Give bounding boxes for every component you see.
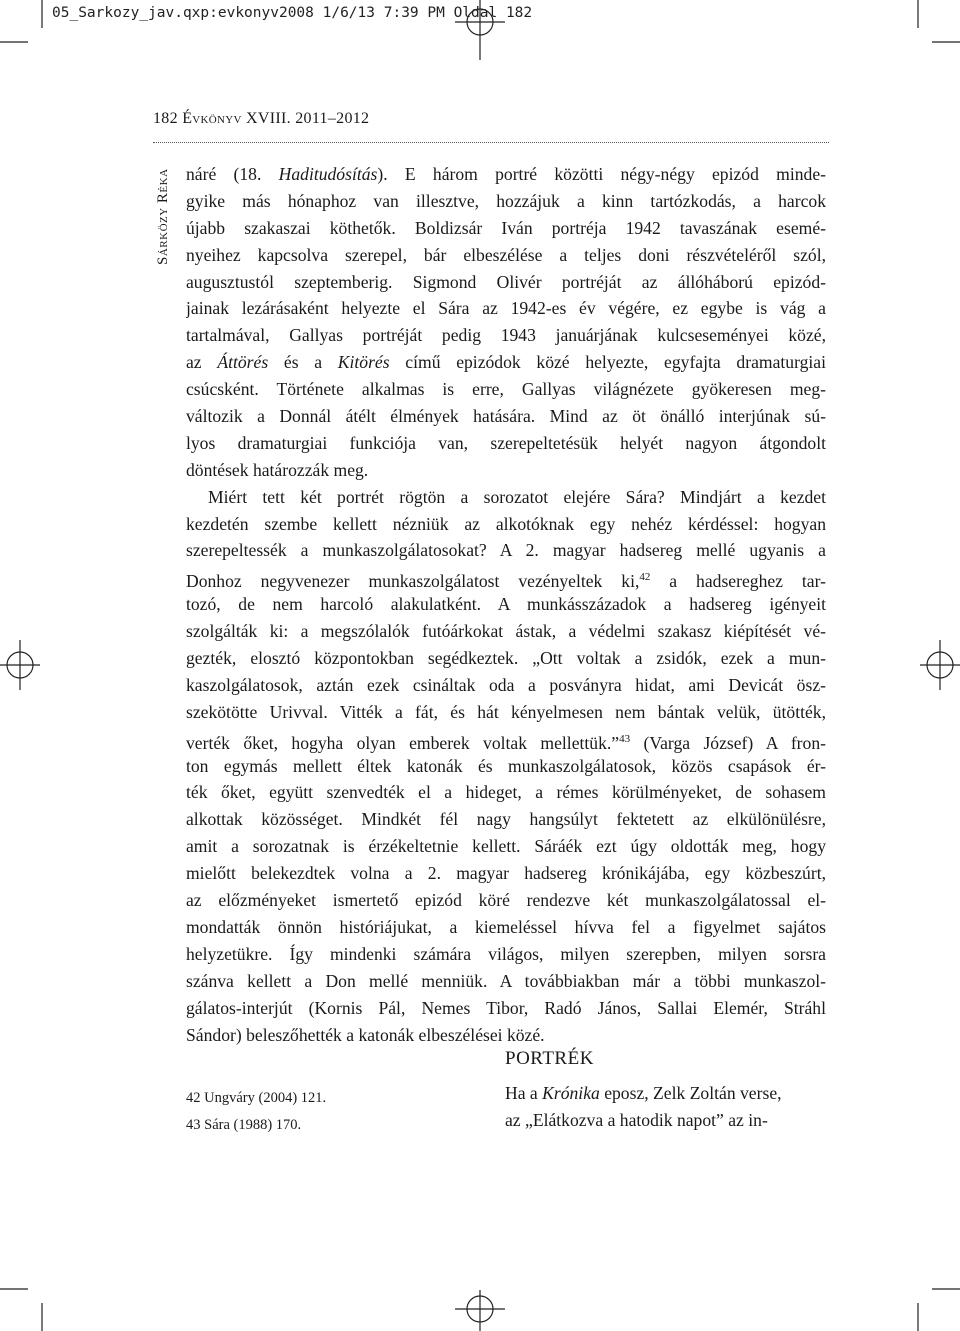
- body-line: csúcsként. Története alkalmas is erre, Gallyas világnézete gyökeresen meg-: [186, 379, 826, 400]
- section-line: Ha a Krónika eposz, Zelk Zoltán verse,: [505, 1083, 782, 1103]
- body-line: gyike más hónaphoz van illesztve, hozzájuk a kinn tartózkodás, a harcok: [186, 190, 826, 211]
- body-line: szolgálták ki: a megszólalók futóárkokat ástak, a védelmi szakasz kiépítését vé-: [186, 621, 826, 642]
- footnote-42: 42 Ungváry (2004) 121.: [186, 1090, 327, 1106]
- body-line: Miért tett két portrét rögtön a sorozatot elejére Sára? Mindjárt a kezdet: [208, 486, 826, 507]
- footnote-reference[interactable]: 42: [639, 571, 651, 584]
- body-line: szánva kellett a Don mellé menniük. A továbbiakban már a többi munkaszol-: [186, 970, 826, 991]
- body-line: változik a Donnál átélt élmények hatására. Mind az öt önálló interjúnak sú-: [186, 406, 826, 427]
- body-line: szekötötte Urivval. Vitték a fát, és hát kényelmesen nem bántak velük, ütötték,: [186, 701, 826, 722]
- body-line: augusztustól szeptemberig. Sigmond Olivér portréját az állóháború epizód-: [186, 271, 826, 292]
- body-line: mondatták önnön históriájukat, a kiemeléssel hívva fel a figyelmet sajátos: [186, 916, 826, 937]
- author-name-vertical: Sárközy Réka: [155, 168, 171, 265]
- body-line: nyeihez kapcsolva szerepel, bár elbeszélése a teljes doni részvételéről szól,: [186, 244, 826, 265]
- body-line: helyzetükre. Így mindenki számára világos, milyen szerepben, milyen sorsra: [186, 943, 826, 964]
- journal-title: Évkönyv XVIII. 2011–2012: [182, 110, 370, 127]
- body-line: mielőtt belekezdtek volna a 2. magyar hadsereg krónikájába, egy közbeszúrt,: [186, 863, 826, 884]
- body-line: amit a sorozatnak is érzékeltetnie kellett. Sáráék ezt úgy oldották meg, hogy: [186, 836, 826, 857]
- body-line: verték őket, hogyha olyan emberek voltak mellettük.”$^{43}$ (Varga József) A fron-: [186, 732, 826, 753]
- italic-title: Krónika: [542, 1083, 600, 1103]
- body-line: lyos dramaturgiai funkciója van, szerepeltetésük helyét nagyon átgondolt: [186, 432, 826, 453]
- body-line: gezték, elosztó központokban segédkeztek. „Ott voltak a zsidók, ezek a mun-: [186, 648, 826, 669]
- footnote-reference[interactable]: 43: [619, 732, 631, 745]
- header-rule: [153, 142, 829, 143]
- body-line: náré (18. Haditudósítás). E három portré közötti négy-négy epizód minde-: [186, 164, 826, 184]
- body-line: az Áttörés és a Kitörés című epizódok közé helyezte, egyfajta dramaturgiai: [186, 352, 826, 373]
- page-number: 182: [153, 110, 178, 127]
- section-line: az „Elátkozva a hatodik napot” az in-: [505, 1110, 768, 1130]
- registration-mark-left: [0, 640, 40, 690]
- body-line: ton egymás mellett éltek katonák és munkaszolgálatosok, közös csapások ér-: [186, 755, 826, 776]
- file-slug: 05_Sarkozy_jav.qxp:evkonyv2008 1/6/13 7:39 PM Oldal 182: [52, 5, 533, 21]
- running-head: [153, 110, 369, 128]
- body-line: gálatos-interjút (Kornis Pál, Nemes Tibor, Radó János, Sallai Elemér, Stráhl: [186, 997, 826, 1018]
- body-line: tartalmával, Gallyas portréját pedig 1943 januárjának kulcseseményei közé,: [186, 325, 826, 346]
- section-heading: PORTRÉK: [505, 1048, 594, 1069]
- body-line: döntések határozzák meg.: [186, 459, 369, 480]
- section-text: [505, 1080, 827, 1134]
- body-text: [186, 161, 826, 1048]
- body-line: ték őket, együtt szenvedték el a hideget, a rémes körülményeket, de sohasem: [186, 782, 826, 803]
- body-line: tozó, de nem harcoló alakulatként. A munkásszázadok a hadsereg igényeit: [186, 594, 826, 615]
- body-line: újabb szakaszai köthetők. Boldizsár Iván portréja 1942 tavaszának esemé-: [186, 217, 826, 238]
- body-line: Donhoz negyvenezer munkaszolgálatost vezényeltek ki,$^{42}$ a hadsereghez tar-: [186, 571, 826, 592]
- body-line: kezdetén szembe kellett nézniük az alkotóknak egy nehéz kérdéssel: hogyan: [186, 513, 826, 534]
- italic-title: Kitörés: [337, 352, 390, 373]
- body-line: alkottak közösséget. Mindkét fél nagy hangsúlyt fektetett az elkülönülésre,: [186, 809, 826, 830]
- italic-title: Áttörés: [217, 352, 269, 373]
- italic-title: Haditudósítás: [278, 164, 378, 184]
- registration-mark-bottom: [455, 1290, 505, 1331]
- footnotes: [186, 1085, 326, 1139]
- body-line: jainak lezárásaként helyezte el Sára az 1942-es év végére, ez egybe is vág a: [186, 298, 826, 319]
- body-line: az előzményeket ismertető epizód köré rendezve két munkaszolgálatossal el-: [186, 890, 826, 911]
- registration-mark-right: [920, 640, 960, 690]
- footnote-43: 43 Sára (1988) 170.: [186, 1117, 302, 1133]
- body-line: Sándor) beleszőhették a katonák elbeszélései közé.: [186, 1024, 545, 1045]
- body-line: kaszolgálatosok, aztán ezek csináltak oda a posványra hidat, ami Devicát ösz-: [186, 674, 826, 695]
- body-line: szerepeltessék a munkaszolgálatosokat? A 2. magyar hadsereg mellé ugyanis a: [186, 540, 826, 561]
